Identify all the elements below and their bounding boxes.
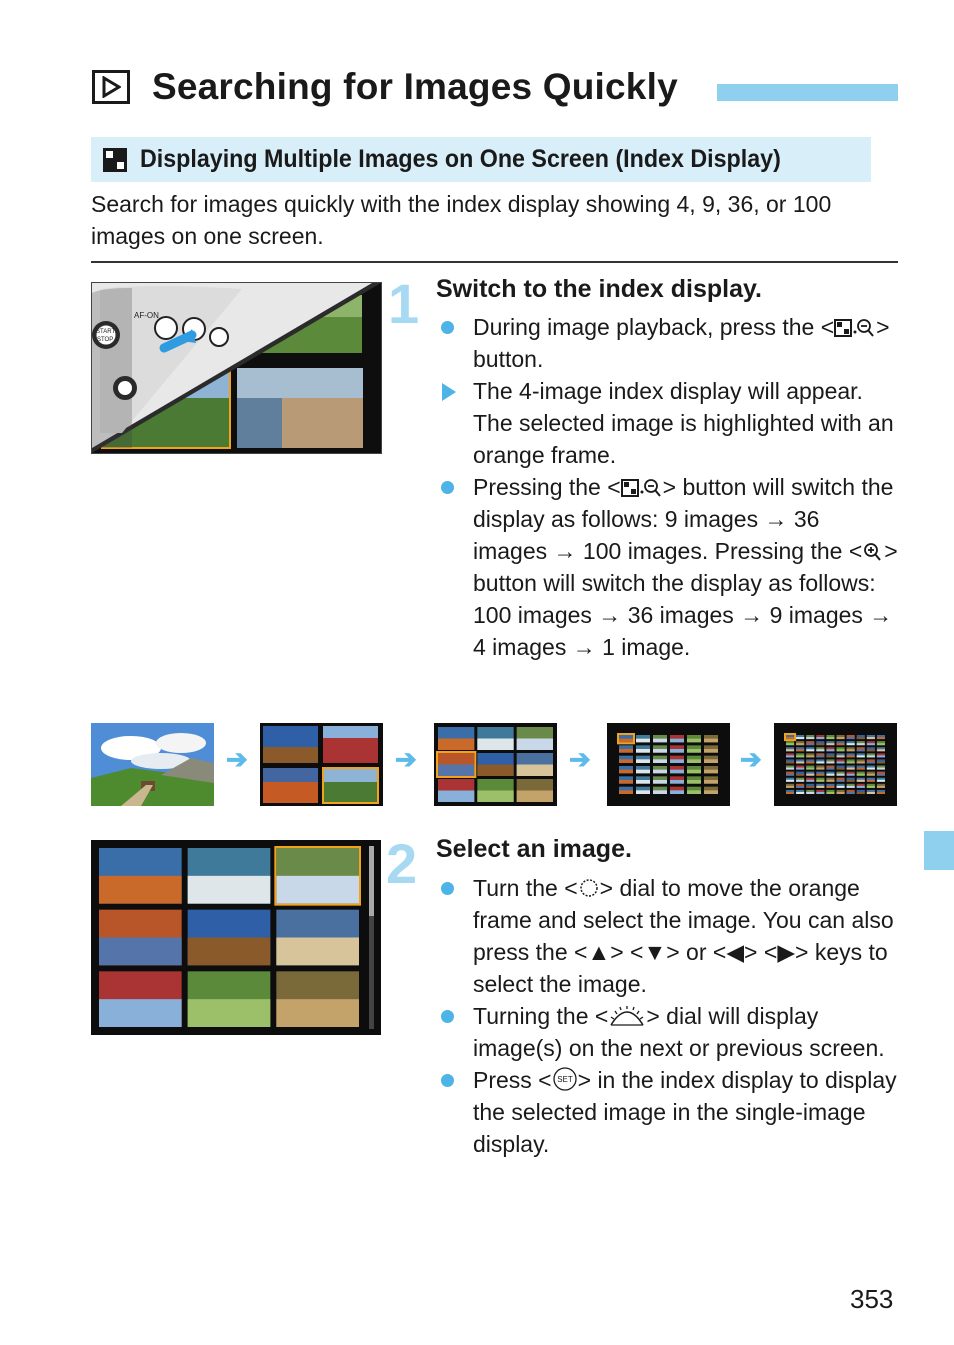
strip-arrow-icon: ➔ [395,744,417,774]
index-magnify-minus-icon [621,478,663,498]
divider [91,261,898,263]
intro-paragraph: Search for images quickly with the index display showing 4, 9, 36, or 100 images on one screen. [91,191,832,249]
bullet-text: > in the index display to display the selected image in the single-image display. [473,1067,897,1157]
list-item [436,1000,898,1064]
step-heading: Select an image. [436,835,632,863]
title-accent-bar [717,84,898,101]
afon-label: AF-ON [134,311,159,320]
list-item [436,471,898,663]
step-heading: Switch to the index display. [436,275,762,303]
four-image-index [260,723,383,806]
section-header [91,137,871,182]
page-number: 353 [850,1284,894,1314]
strip-arrow-icon: ➔ [569,744,591,774]
step-number: 2 [386,832,418,895]
list-item [436,375,898,471]
quick-control-dial-icon [578,877,600,899]
hundred-image-index [774,723,897,806]
strip-arrow-icon: ➔ [226,744,248,774]
stop-label: STOP [97,337,114,343]
step1-bullets [436,311,898,663]
bullet-text: Turn the < [473,875,578,901]
nine-image-index-large [91,840,381,1035]
start-label: START [96,329,116,335]
left-key-icon: ◀ [726,939,745,965]
bullet-text: > < [610,939,644,965]
bullet-text: > button. [473,314,890,372]
step2-bullets [436,872,898,1160]
page-title-text: Searching for Images Quickly [152,66,678,107]
bullet-text: Turning the < [473,1003,609,1029]
set-label: SET [556,1075,573,1084]
section-header-text: Displaying Multiple Images on One Screen (Index Display) [140,145,781,173]
chapter-tab [924,831,954,870]
up-key-icon: ▲ [587,939,611,965]
camera-back-illustration [91,282,382,454]
bullet-text: > keys to select the image. [473,939,888,997]
down-key-icon: ▼ [643,939,667,965]
set-button-icon [552,1067,578,1091]
list-item [436,1064,898,1160]
right-key-icon: ▶ [777,939,796,965]
play-icon [92,70,130,104]
main-dial-icon [608,1005,646,1027]
nine-image-index [434,723,557,806]
bullet-text: > or < [666,939,727,965]
page-title [92,62,678,112]
bullet-text: > button will switch the display as follows: 9 images → 36 images → 100 images. Pressing the < [473,474,894,564]
bullet-text: > button will switch the display as follows: 100 images → 36 images → 9 images → 4 images → 1 image. [473,538,898,660]
bullet-text: Press < [473,1067,552,1093]
list-item [436,872,898,1000]
bullet-text: Pressing the < [473,474,621,500]
index-magnify-minus-icon [834,318,876,338]
bullet-text: The 4-image index display will appear. The selected image is highlighted with an orange frame. [473,378,894,468]
bullet-text: During image playback, press the < [473,314,835,340]
bullet-text: > dial to move the orange frame and select the image. You can also press the < [473,875,894,965]
thirty-six-image-index [607,723,730,806]
index-grid-icon [103,148,127,172]
magnify-plus-icon [862,542,884,562]
bullet-text: > < [744,939,778,965]
bullet-text: > dial will display image(s) on the next or previous screen. [473,1003,885,1061]
single-image-display [91,723,214,806]
step-number: 1 [388,272,420,335]
strip-arrow-icon: ➔ [740,744,762,774]
list-item [436,311,898,375]
